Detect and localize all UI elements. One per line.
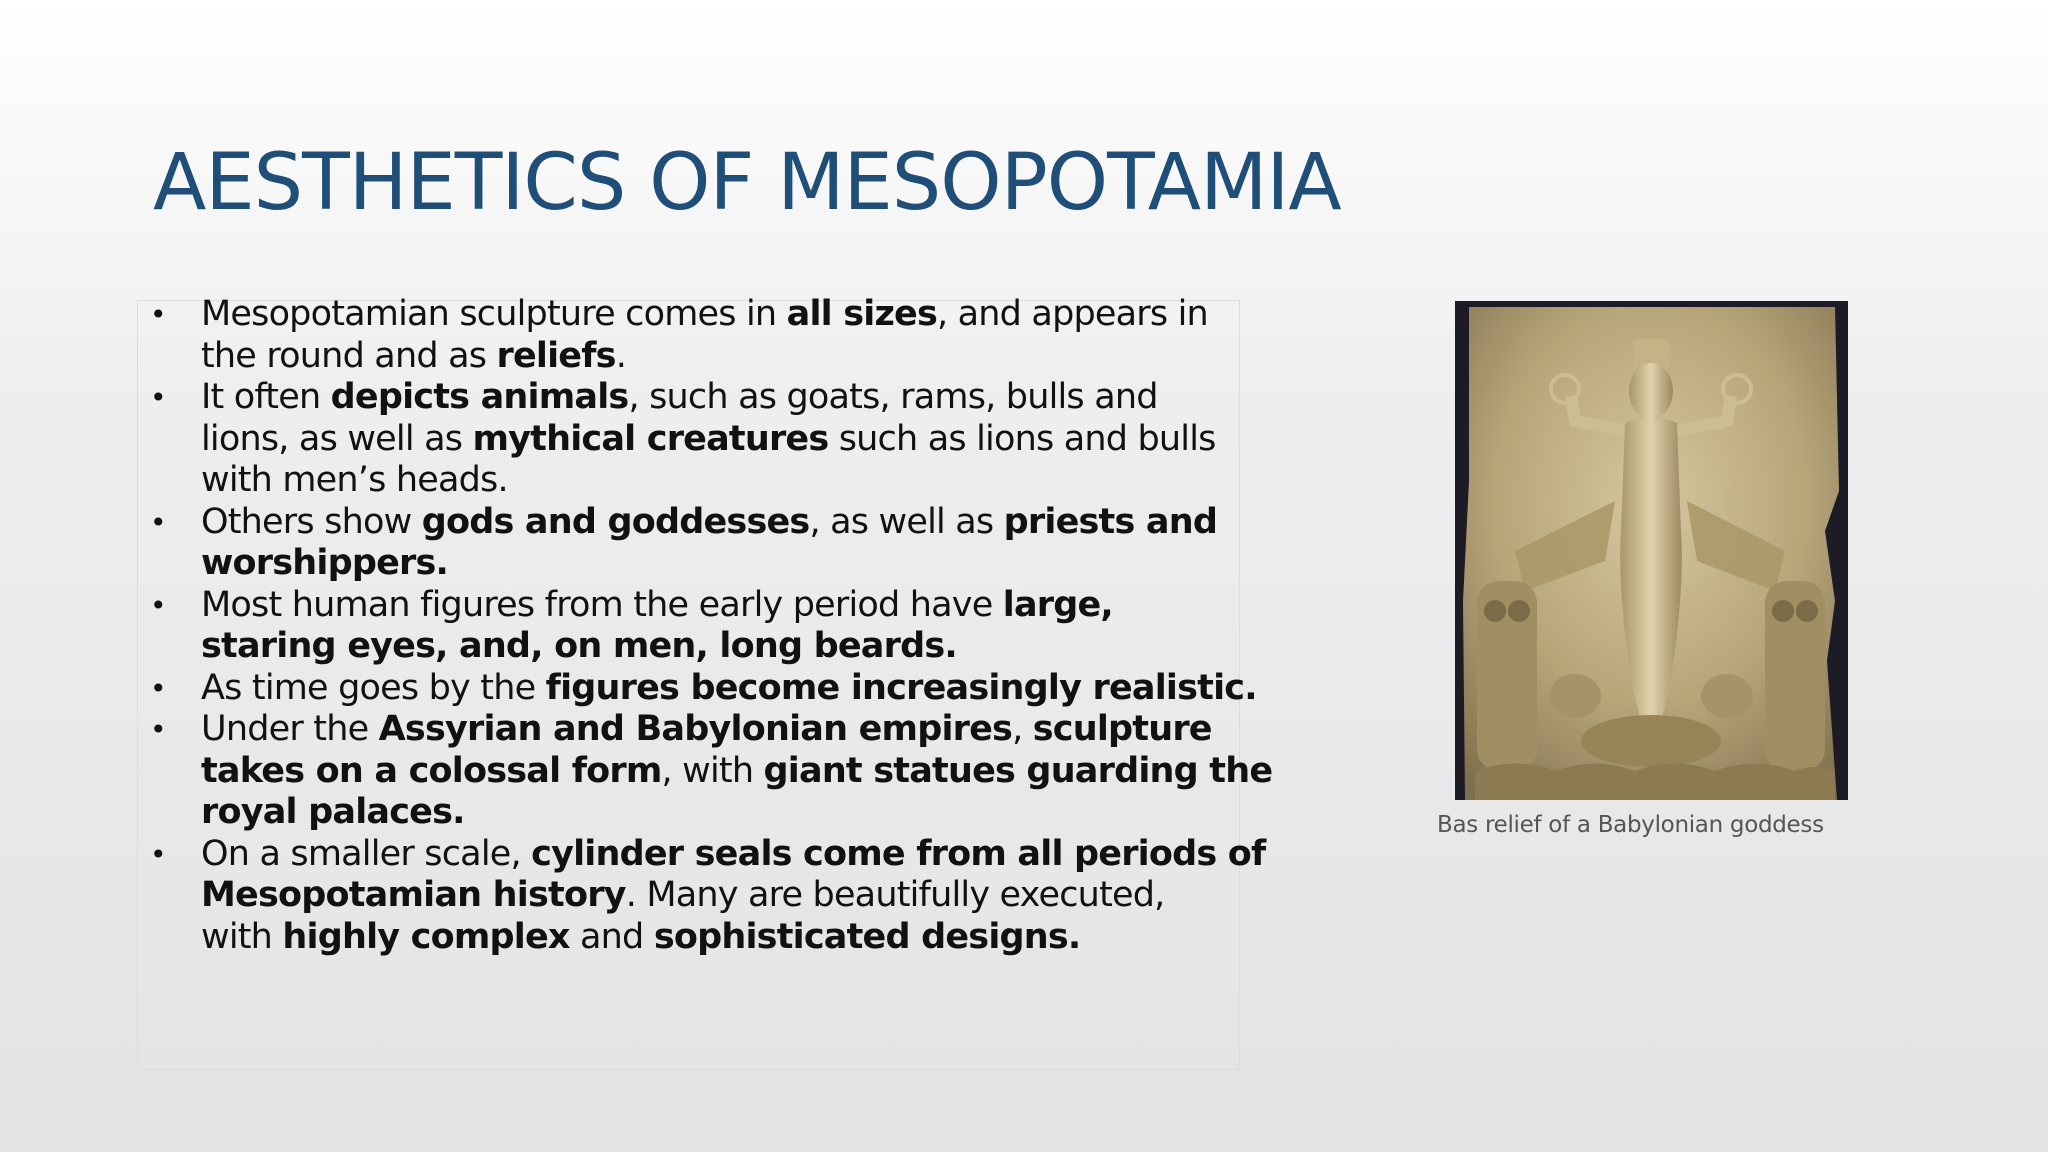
bullet-item	[137, 709, 1273, 834]
bullet-line	[201, 336, 1237, 378]
bullet-line	[201, 792, 1237, 834]
bold-text: royal palaces.	[201, 792, 465, 832]
text: Under the	[201, 709, 379, 749]
text: the round and as	[201, 335, 497, 376]
bullet-dot-icon: •	[150, 381, 166, 414]
bold-text: figures become increasingly realistic.	[545, 667, 1257, 708]
bullet-item	[137, 294, 1237, 377]
bold-text: sculpture	[1032, 709, 1212, 749]
bold-text: Assyrian and Babylonian empires	[378, 709, 1013, 749]
bold-text: staring eyes, and, on men, long beards.	[201, 626, 957, 666]
bullet-dot-icon: •	[150, 505, 166, 539]
bullet-item	[137, 667, 1257, 710]
slide-title: AESTHETICS OF MESOPOTAMIA	[153, 138, 1341, 228]
bullet-dot-icon: •	[150, 588, 166, 622]
bullet-line	[201, 917, 1237, 959]
bullet-item	[137, 833, 1266, 959]
goddess-relief-image	[1455, 301, 1848, 800]
text: On a smaller scale,	[201, 833, 532, 874]
bold-text: all sizes	[786, 294, 937, 334]
text: lions, as well as	[201, 418, 473, 459]
bullet-line	[201, 377, 1237, 419]
bullet-item	[137, 585, 1237, 668]
text: , as well as	[809, 501, 1004, 542]
text: Others show	[201, 501, 422, 542]
text: It often	[201, 377, 331, 417]
bullet-line	[201, 419, 1237, 461]
bullet-dot-icon: •	[150, 671, 166, 705]
text: such as lions and bulls	[828, 418, 1216, 459]
bold-text: giant statues guarding the	[763, 750, 1273, 791]
bold-text: gods and goddesses	[421, 501, 810, 542]
bold-text: reliefs	[496, 335, 616, 376]
text: . Many are beautifully executed,	[625, 875, 1165, 915]
bold-text: mythical creatures	[472, 418, 829, 459]
bold-text: cylinder seals come from all periods of	[531, 833, 1266, 874]
bullet-line	[201, 709, 1237, 751]
text: and	[569, 916, 654, 957]
bold-text: highly complex	[282, 916, 570, 957]
bold-text: large,	[1002, 584, 1113, 625]
bullet-line	[201, 667, 1257, 710]
bullet-line	[201, 502, 1237, 544]
relief-photo-icon	[1455, 301, 1848, 800]
text: , and appears in	[937, 294, 1208, 334]
text: Mesopotamian sculpture comes in	[201, 294, 787, 334]
text: with	[201, 916, 283, 957]
text: As time goes by the	[201, 667, 546, 708]
bold-text: priests and	[1003, 501, 1218, 542]
bullet-line	[201, 294, 1237, 336]
bullet-item	[137, 377, 1237, 502]
bold-text: depicts animals	[330, 377, 629, 417]
bold-text: worshippers.	[201, 543, 449, 583]
bullet-line	[201, 585, 1237, 627]
bold-text: takes on a colossal form	[201, 750, 662, 791]
text: , such as goats, rams, bulls and	[628, 377, 1158, 417]
bullet-line	[201, 460, 1237, 502]
bullet-line	[201, 833, 1266, 876]
bullet-item	[137, 502, 1237, 585]
bullet-dot-icon: •	[150, 713, 166, 746]
text: , with	[661, 750, 764, 791]
bullet-line	[201, 875, 1237, 917]
bullet-line	[201, 750, 1273, 793]
bullet-list	[137, 294, 1273, 958]
image-caption: Bas relief of a Babylonian goddess	[1437, 812, 1824, 838]
bullet-dot-icon: •	[150, 298, 166, 331]
text: ,	[1012, 709, 1033, 749]
text: with men’s heads.	[201, 460, 508, 500]
bold-text: Mesopotamian history	[201, 875, 626, 915]
bullet-dot-icon: •	[150, 837, 166, 871]
text: .	[615, 335, 627, 376]
bullet-line	[201, 626, 1237, 668]
bold-text: sophisticated designs.	[653, 916, 1081, 957]
text: Most human figures from the early period have	[201, 584, 1003, 625]
bullet-line	[201, 543, 1237, 585]
